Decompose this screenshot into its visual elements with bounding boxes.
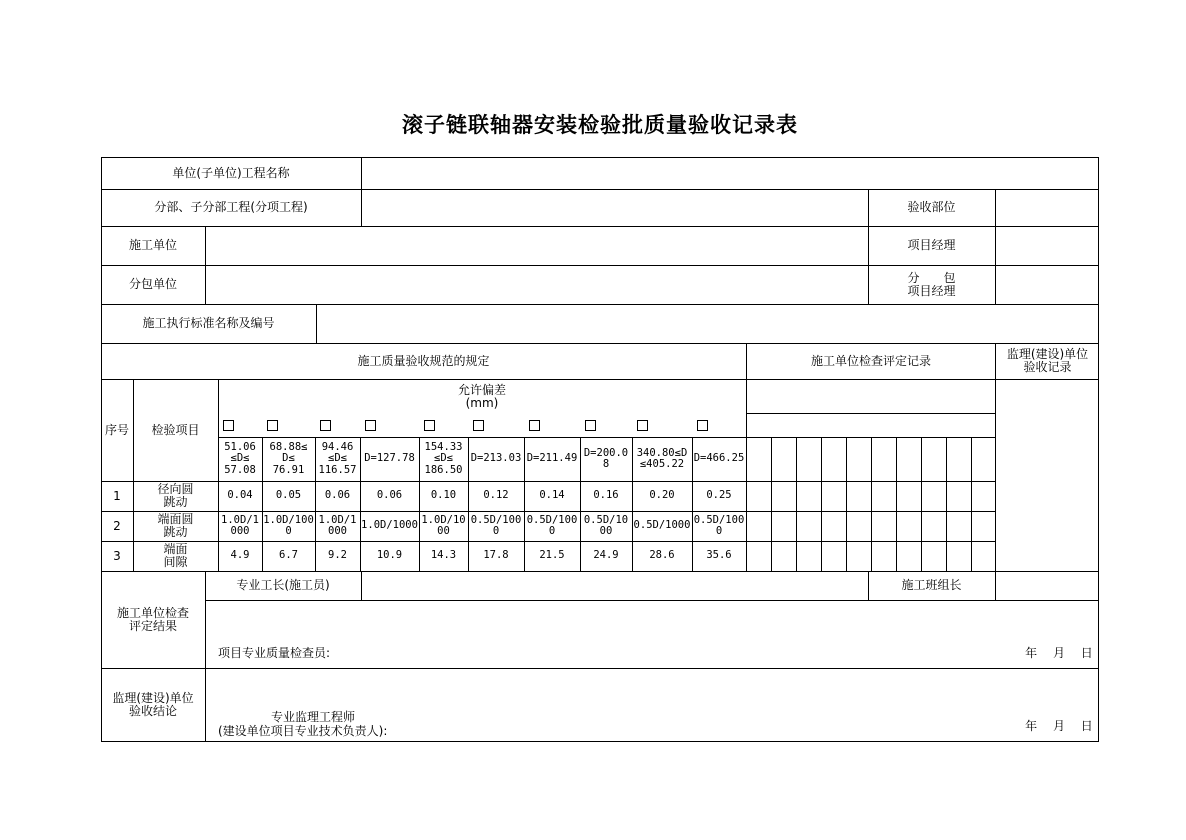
value-cell: 17.8 xyxy=(483,549,509,562)
value-cell: 0.04 xyxy=(227,489,253,502)
value-cell: 14.3 xyxy=(430,549,457,562)
value-cell: 24.9 xyxy=(593,549,619,562)
construction-result-label: 施工单位检查 评定结果 xyxy=(116,605,189,633)
row-seq: 3 xyxy=(113,548,121,563)
range-cell: D=127.78 xyxy=(364,452,415,465)
range-checkbox[interactable] xyxy=(473,420,484,431)
range-checkbox[interactable] xyxy=(365,420,376,431)
row-item: 端面圆 跳动 xyxy=(157,512,194,539)
value-cell: 0.10 xyxy=(430,489,457,502)
value-cell: 0.20 xyxy=(649,489,675,502)
value-cell: 10.9 xyxy=(376,549,403,562)
value-cell: 1.0D/1 000 xyxy=(221,513,259,537)
value-cell: 0.12 xyxy=(483,489,509,502)
value-cell: 0.5D/1000 xyxy=(633,519,691,532)
value-cell: 0.5D/100 0 xyxy=(526,513,578,537)
foreman-label: 专业工长(施工员) xyxy=(236,578,330,593)
range-cell: 51.06 ≤D≤ 57.08 xyxy=(224,441,256,476)
range-cell: 154.33 ≤D≤ 186.50 xyxy=(424,441,463,476)
subcontract-manager-label: 分 包 项目经理 xyxy=(907,270,956,298)
value-cell: 6.7 xyxy=(279,549,298,562)
value-cell: 1.0D/10 00 xyxy=(421,513,466,537)
value-cell: 1.0D/100 0 xyxy=(263,513,314,537)
value-cell: 0.5D/10 00 xyxy=(583,513,629,537)
value-cell: 0.5D/100 0 xyxy=(693,513,745,537)
range-checkbox[interactable] xyxy=(529,420,540,431)
value-cell: 0.16 xyxy=(593,489,619,502)
supervision-record-header: 监理(建设)单位 验收记录 xyxy=(1006,347,1089,374)
range-checkbox[interactable] xyxy=(585,420,596,431)
supervision-conclusion-label: 监理(建设)单位 验收结论 xyxy=(112,691,194,718)
value-cell: 0.5D/100 0 xyxy=(470,513,522,537)
value-cell: 28.6 xyxy=(649,549,675,562)
check-record-header: 施工单位检查评定记录 xyxy=(810,353,931,368)
date-1: 年 月 日 xyxy=(1025,645,1093,660)
range-cell: D=211.49 xyxy=(526,452,578,465)
range-cell: 340.80≤D ≤405.22 xyxy=(636,446,688,470)
value-cell: 0.25 xyxy=(706,489,732,502)
standard-label: 施工执行标准名称及编号 xyxy=(142,316,275,331)
row-seq: 2 xyxy=(113,518,121,533)
engineer-title-label: 专业监理工程师 xyxy=(270,710,355,725)
value-cell: 9.2 xyxy=(328,549,347,562)
date-2: 年 月 日 xyxy=(1025,718,1093,733)
range-cell: D=213.03 xyxy=(470,452,522,465)
team-leader-label: 施工班组长 xyxy=(901,578,962,593)
row-item: 端面 间隙 xyxy=(163,542,188,569)
unit-project-field[interactable] xyxy=(362,157,1099,189)
range-checkbox[interactable] xyxy=(223,420,234,431)
project-manager-label: 项目经理 xyxy=(907,238,956,253)
range-checkbox[interactable] xyxy=(697,420,708,431)
value-cell: 4.9 xyxy=(230,549,250,562)
item-header: 检验项目 xyxy=(151,422,200,437)
row-item: 径向圆 跳动 xyxy=(157,482,194,509)
engineer-sub-label: (建设单位项目专业技术负责人): xyxy=(218,724,388,739)
construction-unit-label: 施工单位 xyxy=(128,238,177,253)
value-cell: 0.14 xyxy=(539,489,565,502)
row-seq: 1 xyxy=(113,488,121,503)
value-cell: 1.0D/1 000 xyxy=(318,513,357,537)
page-title: 滚子链联轴器安装检验批质量验收记录表 xyxy=(402,112,798,137)
range-checkbox[interactable] xyxy=(637,420,648,431)
seq-header: 序号 xyxy=(104,422,129,437)
subcontract-unit-label: 分包单位 xyxy=(128,277,177,292)
range-cell: 68.88≤ D≤ 76.91 xyxy=(269,441,308,476)
value-cell: 0.06 xyxy=(324,489,351,502)
inspection-part-label: 验收部位 xyxy=(907,200,956,215)
range-cell: D=200.0 8 xyxy=(583,446,629,470)
quality-inspector-label: 项目专业质量检查员: xyxy=(218,645,331,660)
tolerance-header: 允许偏差 (mm) xyxy=(457,383,506,410)
subdivision-label: 分部、子分部工程(分项工程) xyxy=(154,200,308,215)
range-checkbox[interactable] xyxy=(267,420,278,431)
value-cell: 21.5 xyxy=(539,549,565,562)
unit-project-label: 单位(子单位)工程名称 xyxy=(172,165,290,180)
spec-header: 施工质量验收规范的规定 xyxy=(357,353,490,368)
value-cell: 35.6 xyxy=(706,549,732,562)
range-cell: D=466.25 xyxy=(693,452,745,465)
range-cell: 94.46 ≤D≤ 116.57 xyxy=(318,441,357,476)
value-cell: 0.05 xyxy=(275,489,302,502)
value-cell: 0.06 xyxy=(376,489,403,502)
range-checkbox[interactable] xyxy=(320,420,331,431)
range-checkbox[interactable] xyxy=(424,420,435,431)
value-cell: 1.0D/1000 xyxy=(361,519,418,532)
